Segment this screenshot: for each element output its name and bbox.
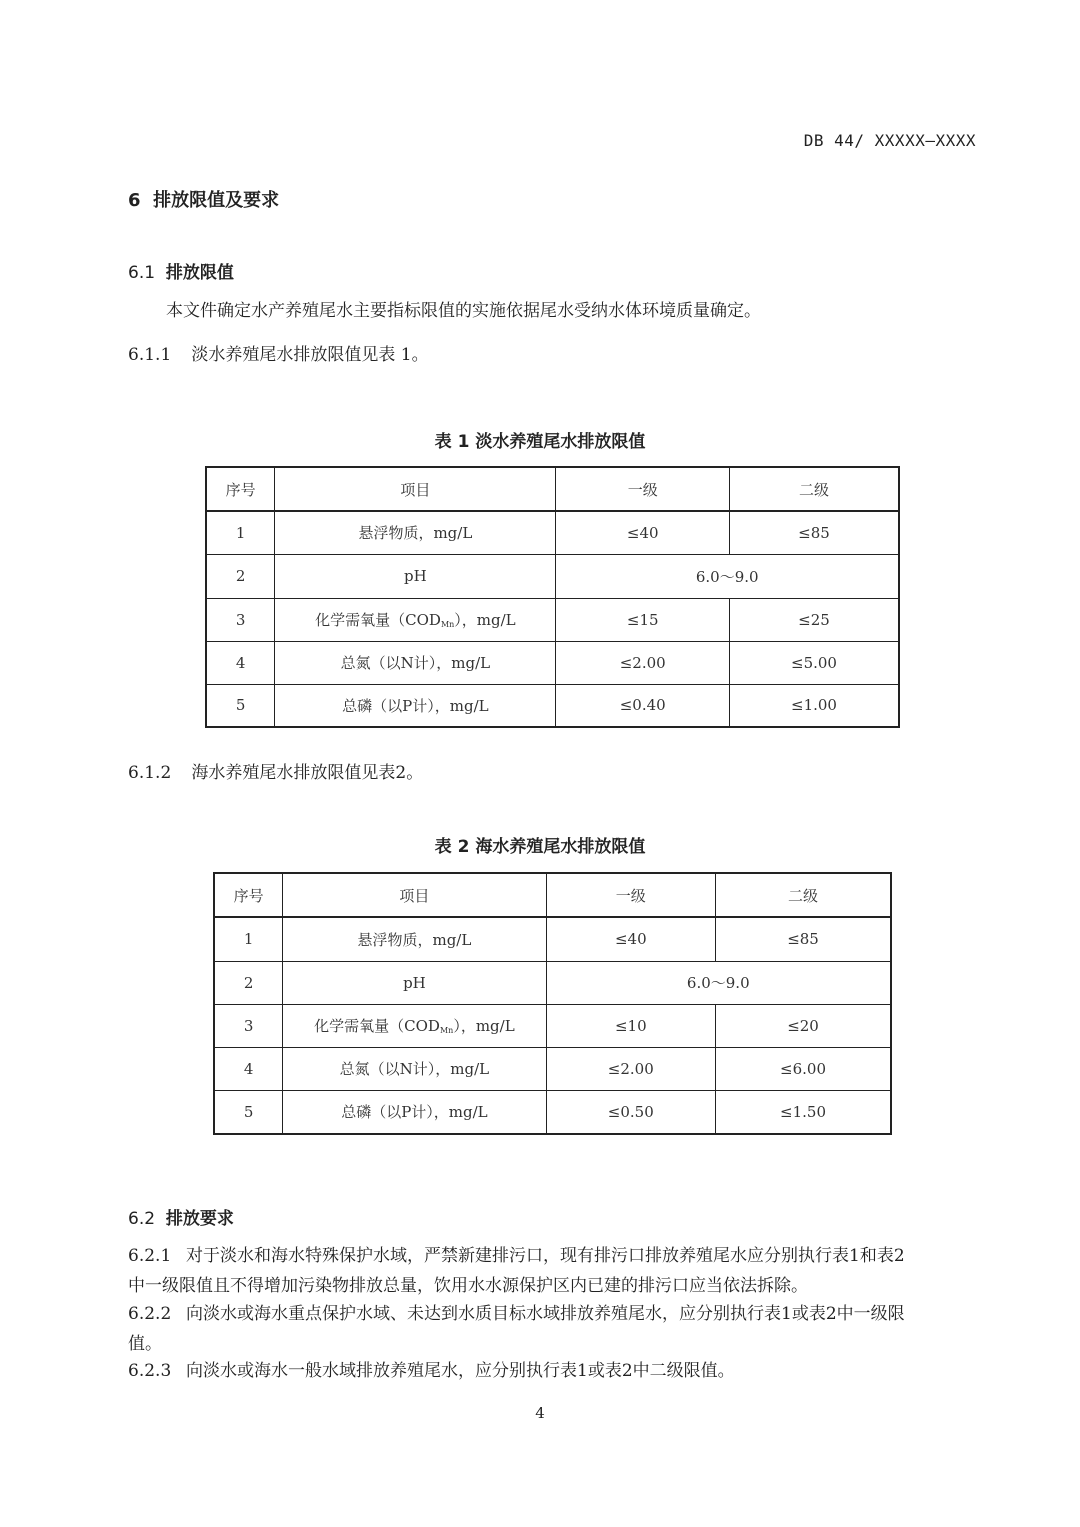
intro-paragraph: 本文件确定水产养殖尾水主要指标限值的实施依据尾水受纳水体环境质量确定。 — [166, 301, 761, 321]
clause-text: 海水养殖尾水排放限值见表2。 — [191, 763, 424, 783]
row-number: 5 — [214, 1090, 283, 1134]
clause-text: 向淡水或海水一般水域排放养殖尾水，应分别执行表1或表2中二级限值。 — [186, 1361, 735, 1381]
table-row — [214, 1004, 891, 1047]
clause-text-line: 值。 — [128, 1334, 162, 1354]
grade-2-value: ≤1.50 — [716, 1090, 891, 1134]
grade-1-value: ≤2.00 — [546, 1047, 715, 1090]
grade-2-value: ≤5.00 — [729, 641, 899, 684]
table-header-row — [214, 873, 891, 917]
table-row — [214, 961, 891, 1004]
header-cell: 序号 — [214, 873, 283, 917]
clause-6-2-2 — [128, 1299, 980, 1359]
header-cell: 序号 — [206, 467, 275, 511]
row-item: pH — [275, 554, 556, 598]
grade-2-value: ≤20 — [716, 1004, 891, 1047]
clause-number: 6.1.1 — [128, 345, 172, 365]
table-row — [206, 684, 899, 727]
section-number: 6 — [128, 190, 141, 211]
merged-value: 6.0～9.0 — [556, 554, 899, 598]
table-1-caption: 表 1 淡水养殖尾水排放限值 — [434, 432, 646, 452]
table-row — [206, 554, 899, 598]
clause-text-line: 中一级限值且不得增加污染物排放总量，饮用水水源保护区内已建的排污口应当依法拆除。 — [128, 1276, 808, 1296]
table-2-caption: 表 2 海水养殖尾水排放限值 — [434, 837, 646, 857]
header-cell: 项目 — [283, 873, 546, 917]
item-subscript: Mn — [439, 1026, 454, 1035]
item-suffix: ），mg/L — [454, 611, 516, 629]
row-item: 悬浮物质，mg/L — [283, 917, 546, 961]
section-title: 排放限值及要求 — [153, 190, 280, 211]
row-item: 悬浮物质，mg/L — [275, 511, 556, 554]
table-2 — [213, 872, 892, 1135]
header-cell: 一级 — [546, 873, 715, 917]
row-item — [275, 598, 556, 641]
grade-1-value: ≤2.00 — [556, 641, 729, 684]
page-number: 4 — [535, 1404, 545, 1422]
clause-6-1-2 — [128, 758, 423, 788]
document-code: DB 44/ XXXXX—XXXX — [803, 131, 976, 150]
row-item: 总磷（以P计），mg/L — [283, 1090, 546, 1134]
row-item: pH — [283, 961, 546, 1004]
header-cell: 二级 — [729, 467, 899, 511]
subsection-6-2-heading — [128, 1204, 234, 1229]
clause-text-line: 对于淡水和海水特殊保护水域，严禁新建排污口，现有排污口排放养殖尾水应分别执行表1和表2 — [186, 1246, 905, 1266]
grade-1-value: ≤40 — [546, 917, 715, 961]
grade-2-value: ≤25 — [729, 598, 899, 641]
clause-number: 6.1.2 — [128, 763, 172, 783]
table-header-row — [206, 467, 899, 511]
clause-number: 6.2.3 — [128, 1361, 172, 1381]
grade-1-value: ≤0.50 — [546, 1090, 715, 1134]
grade-1-value: ≤15 — [556, 598, 729, 641]
row-number: 4 — [206, 641, 275, 684]
grade-2-value: ≤85 — [729, 511, 899, 554]
table-row — [214, 1047, 891, 1090]
subsection-title: 排放限值 — [165, 263, 234, 283]
row-number: 1 — [206, 511, 275, 554]
header-cell: 项目 — [275, 467, 556, 511]
table-1 — [205, 466, 900, 728]
table-row — [214, 917, 891, 961]
subsection-title: 排放要求 — [165, 1209, 234, 1229]
row-number: 4 — [214, 1047, 283, 1090]
grade-2-value: ≤1.00 — [729, 684, 899, 727]
row-number: 2 — [206, 554, 275, 598]
row-item: 总氮（以N计），mg/L — [283, 1047, 546, 1090]
item-prefix: 化学需氧量（COD — [315, 611, 441, 629]
row-item: 总磷（以P计），mg/L — [275, 684, 556, 727]
grade-1-value: ≤10 — [546, 1004, 715, 1047]
row-number: 3 — [206, 598, 275, 641]
subsection-number: 6.2 — [128, 1209, 156, 1229]
grade-2-value: ≤6.00 — [716, 1047, 891, 1090]
header-cell: 一级 — [556, 467, 729, 511]
clause-number: 6.2.2 — [128, 1304, 172, 1324]
clause-6-2-1 — [128, 1241, 980, 1301]
subsection-number: 6.1 — [128, 263, 156, 283]
clause-6-2-3 — [128, 1356, 980, 1386]
grade-1-value: ≤0.40 — [556, 684, 729, 727]
table-row — [214, 1090, 891, 1134]
row-number: 1 — [214, 917, 283, 961]
item-suffix: ），mg/L — [453, 1017, 515, 1035]
row-item: 总氮（以N计），mg/L — [275, 641, 556, 684]
row-item — [283, 1004, 546, 1047]
table-row — [206, 641, 899, 684]
clause-text-line: 向淡水或海水重点保护水域、未达到水质目标水域排放养殖尾水，应分别执行表1或表2中一级限 — [186, 1304, 905, 1324]
table-row — [206, 598, 899, 641]
section-6-heading — [128, 186, 279, 212]
clause-text: 淡水养殖尾水排放限值见表 1。 — [191, 345, 429, 365]
item-subscript: Mn — [440, 620, 455, 629]
row-number: 3 — [214, 1004, 283, 1047]
grade-1-value: ≤40 — [556, 511, 729, 554]
merged-value: 6.0～9.0 — [546, 961, 891, 1004]
item-prefix: 化学需氧量（COD — [314, 1017, 440, 1035]
clause-6-1-1 — [128, 340, 429, 370]
subsection-6-1-heading — [128, 258, 234, 283]
header-cell: 二级 — [716, 873, 891, 917]
row-number: 5 — [206, 684, 275, 727]
row-number: 2 — [214, 961, 283, 1004]
clause-number: 6.2.1 — [128, 1246, 172, 1266]
grade-2-value: ≤85 — [716, 917, 891, 961]
table-row — [206, 511, 899, 554]
